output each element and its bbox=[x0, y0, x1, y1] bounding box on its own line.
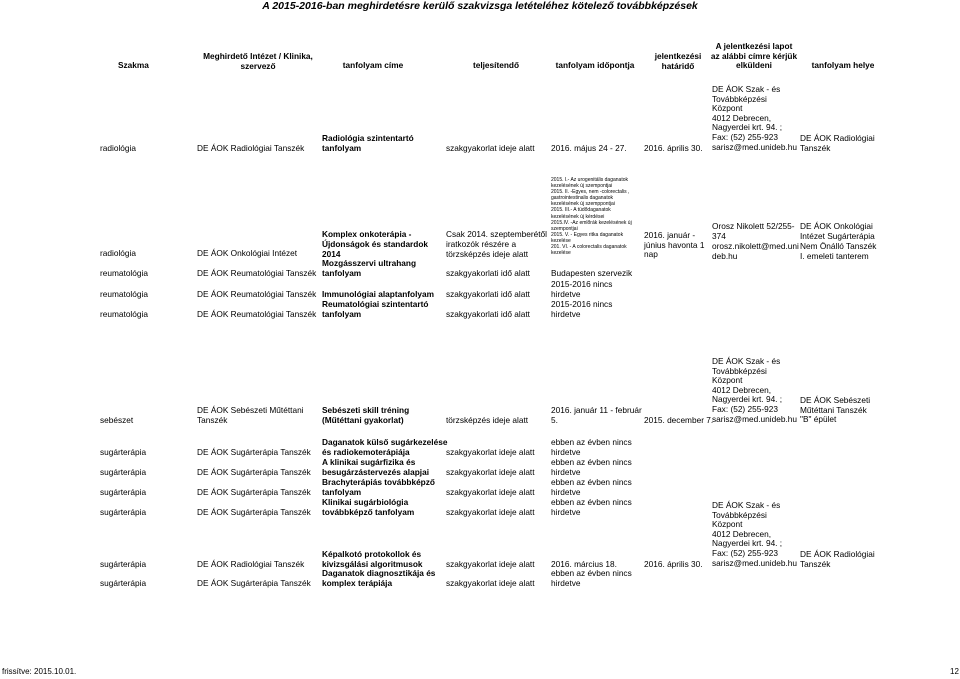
table-row-10-szakma: sugárterápia bbox=[100, 507, 147, 517]
document-title: A 2015-2016-ban meghirdetésre kerülő szakvizsga letételéhez kötelező továbbképzések bbox=[262, 0, 698, 12]
table-row-11-lap: DE ÁOK Szak - és Továbbképzési Központ 4012 Debrecen, Nagyerdei krt. 94. ; Fax: (52) 255-923 sarisz@med.unideb.hu bbox=[712, 500, 797, 568]
header-teljesitendo: teljesítendő bbox=[472, 60, 520, 70]
header-intezet: Meghirdető Intézet / Klinika, szervező bbox=[203, 51, 313, 71]
table-row-3-intezet: DE ÁOK Reumatológiai Tanszék bbox=[197, 268, 317, 278]
table-row-3-cim: Mozgásszervi ultrahang tanfolyam bbox=[322, 258, 417, 278]
table-row-9-idopont: ebben az évben nincs hirdetve bbox=[551, 477, 632, 497]
table-row-9-teljesitendo: szakgyakorlat ideje alatt bbox=[446, 487, 535, 497]
header-hely: tanfolyam helye bbox=[811, 60, 875, 70]
header-hatarido: jelentkezési határidő bbox=[654, 51, 702, 71]
table-row-4-teljesitendo: szakgyakorlati idő alatt bbox=[446, 289, 530, 299]
footer-updated: frissítve: 2015.10.01. bbox=[2, 667, 77, 676]
table-row-12-teljesitendo: szakgyakorlat ideje alatt bbox=[446, 578, 535, 588]
header-lap: A jelentkezési lapot az alábbi címre kérjük elküldeni bbox=[710, 41, 798, 71]
table-row-2-intezet: DE ÁOK Onkológiai Intézet bbox=[197, 248, 298, 258]
table-row-6-idopont: 2016. január 11 - február 5. bbox=[551, 405, 642, 425]
table-row-6-szakma: sebészet bbox=[100, 415, 134, 425]
table-row-12-idopont: ebben az évben nincs hirdetve bbox=[551, 568, 632, 588]
table-row-9-intezet: DE ÁOK Sugárterápia Tanszék bbox=[197, 487, 311, 497]
table-row-3-idopont: Budapesten szervezik bbox=[551, 268, 633, 278]
table-row-10-idopont: ebben az évben nincs hirdetve bbox=[551, 497, 632, 517]
table-row-7-intezet: DE ÁOK Sugárterápia Tanszék bbox=[197, 447, 311, 457]
table-row-11-hatarido: 2016. április 30. bbox=[644, 559, 703, 569]
table-row-11-szakma: sugárterápia bbox=[100, 559, 147, 569]
table-row-7-cim: Daganatok külső sugárkezelése és radiokemoterápiája bbox=[322, 437, 448, 457]
table-row-12-szakma: sugárterápia bbox=[100, 578, 147, 588]
table-row-7-idopont: ebben az évben nincs hirdetve bbox=[551, 437, 632, 457]
table-row-3-teljesitendo: szakgyakorlati idő alatt bbox=[446, 268, 530, 278]
table-row-7-szakma: sugárterápia bbox=[100, 447, 147, 457]
table-row-1-cim: Radiológia szintentartó tanfolyam bbox=[322, 133, 414, 153]
table-row-9-cim: Brachyterápiás továbbképző tanfolyam bbox=[322, 477, 435, 497]
table-row-4-idopont: 2015-2016 nincs hirdetve bbox=[551, 279, 613, 299]
table-row-4-intezet: DE ÁOK Reumatológiai Tanszék bbox=[197, 289, 317, 299]
table-row-4-cim: Immunológiai alaptanfolyam bbox=[322, 289, 435, 299]
table-row-6-intezet: DE ÁOK Sebészeti Műtéttani Tanszék bbox=[197, 405, 304, 425]
table-row-2-hely: DE ÁOK Onkológiai Intézet Sugárterápia Nem Önálló Tanszék I. emeleti tanterem bbox=[800, 221, 877, 261]
table-row-1-idopont: 2016. május 24 - 27. bbox=[551, 143, 627, 153]
table-row-1-teljesitendo: szakgyakorlat ideje alatt bbox=[446, 143, 535, 153]
table-row-6-hely: DE ÁOK Sebészeti Műtéttani Tanszék "B" épület bbox=[800, 395, 871, 425]
table-row-1-intezet: DE ÁOK Radiológiai Tanszék bbox=[197, 143, 305, 153]
table-row-1-hely: DE ÁOK Radiológiai Tanszék bbox=[800, 133, 875, 153]
header-idopont: tanfolyam időpontja bbox=[555, 60, 635, 70]
table-row-1-hatarido: 2016. április 30. bbox=[644, 143, 703, 153]
table-row-8-teljesitendo: szakgyakorlat ideje alatt bbox=[446, 467, 535, 477]
table-row-2-idopont: 2015. I.- Az urogenitális daganatok kezelésének új szempontjai 2015. II. -Egyes, nem -colorectalis , gastrointestinalis daganatok kezelésének új szemppontjai 2015. III.- A tüdődaganatok kezelésének új kérdései 2015.IV. -Az emlőrák kezelésének új szempontjai 2015. V. - Egyes ritka daganatok kezelése 201. VI. - A colorectalis daganatok kezelése bbox=[551, 177, 632, 257]
table-row-3-szakma: reumatológia bbox=[100, 268, 148, 278]
table-row-5-szakma: reumatológia bbox=[100, 309, 148, 319]
table-row-6-lap: DE ÁOK Szak - és Továbbképzési Központ 4012 Debrecen, Nagyerdei krt. 94. ; Fax: (52) 255-923 sarisz@med.unideb.hu bbox=[712, 356, 797, 424]
table-row-1-szakma: radiológia bbox=[100, 143, 136, 153]
header-szakma: Szakma bbox=[118, 60, 149, 70]
table-row-5-cim: Reumatológiai szintentartó tanfolyam bbox=[322, 299, 429, 319]
table-row-1-lap: DE ÁOK Szak - és Továbbképzési Központ 4012 Debrecen, Nagyerdei krt. 94. ; Fax: (52) 255-923 sarisz@med.unideb.hu bbox=[712, 84, 797, 152]
table-row-10-intezet: DE ÁOK Sugárterápia Tanszék bbox=[197, 507, 311, 517]
table-row-10-teljesitendo: szakgyakorlat ideje alatt bbox=[446, 507, 535, 517]
table-row-2-lap: Orosz Nikolett 52/255- 374 orosz.nikolett@med.uni deb.hu bbox=[712, 221, 799, 261]
table-row-11-intezet: DE ÁOK Radiológiai Tanszék bbox=[197, 559, 305, 569]
table-row-5-idopont: 2015-2016 nincs hirdetve bbox=[551, 299, 613, 319]
page-number: 12 bbox=[950, 667, 959, 676]
table-row-2-szakma: radiológia bbox=[100, 248, 136, 258]
header-cim: tanfolyam címe bbox=[342, 60, 404, 70]
table-row-11-idopont: 2016. március 18. bbox=[551, 559, 617, 569]
table-row-9-szakma: sugárterápia bbox=[100, 487, 147, 497]
table-row-2-cim: Komplex onkoterápia - Újdonságok és standardok 2014 bbox=[322, 229, 429, 259]
table-row-8-idopont: ebben az évben nincs hirdetve bbox=[551, 457, 632, 477]
table-row-12-intezet: DE ÁOK Sugárterápia Tanszék bbox=[197, 578, 311, 588]
table-row-6-teljesitendo: törzsképzés ideje alatt bbox=[446, 415, 529, 425]
table-row-11-teljesitendo: szakgyakorlat ideje alatt bbox=[446, 559, 535, 569]
table-row-8-szakma: sugárterápia bbox=[100, 467, 147, 477]
table-row-6-cim: Sebészeti skill tréning (Műtéttani gyakorlat) bbox=[322, 405, 410, 425]
table-row-2-hatarido: 2016. január - június havonta 1 nap bbox=[644, 230, 705, 260]
table-row-8-cim: A klinikai sugárfizika és besugárzástervezés alapjai bbox=[322, 457, 429, 477]
table-row-7-teljesitendo: szakgyakorlat ideje alatt bbox=[446, 447, 535, 457]
table-row-11-hely: DE ÁOK Radiológiai Tanszék bbox=[800, 549, 875, 569]
table-row-10-cim: Klinikai sugárbiológia továbbképző tanfolyam bbox=[322, 497, 415, 517]
table-row-11-cim: Képalkotó protokollok és kivizsgálási algoritmusok bbox=[322, 549, 423, 569]
table-row-4-szakma: reumatológia bbox=[100, 289, 148, 299]
table-row-2-teljesitendo: Csak 2014. szeptemberétől iratkozók részére a törzsképzés ideje alatt bbox=[446, 229, 548, 259]
table-row-5-intezet: DE ÁOK Reumatológiai Tanszék bbox=[197, 309, 317, 319]
table-row-8-intezet: DE ÁOK Sugárterápia Tanszék bbox=[197, 467, 311, 477]
table-row-5-teljesitendo: szakgyakorlati idő alatt bbox=[446, 309, 530, 319]
table-row-6-hatarido: 2015. december 7. bbox=[644, 415, 714, 425]
table-row-12-cim: Daganatok diagnosztikája és komplex terápiája bbox=[322, 568, 436, 588]
